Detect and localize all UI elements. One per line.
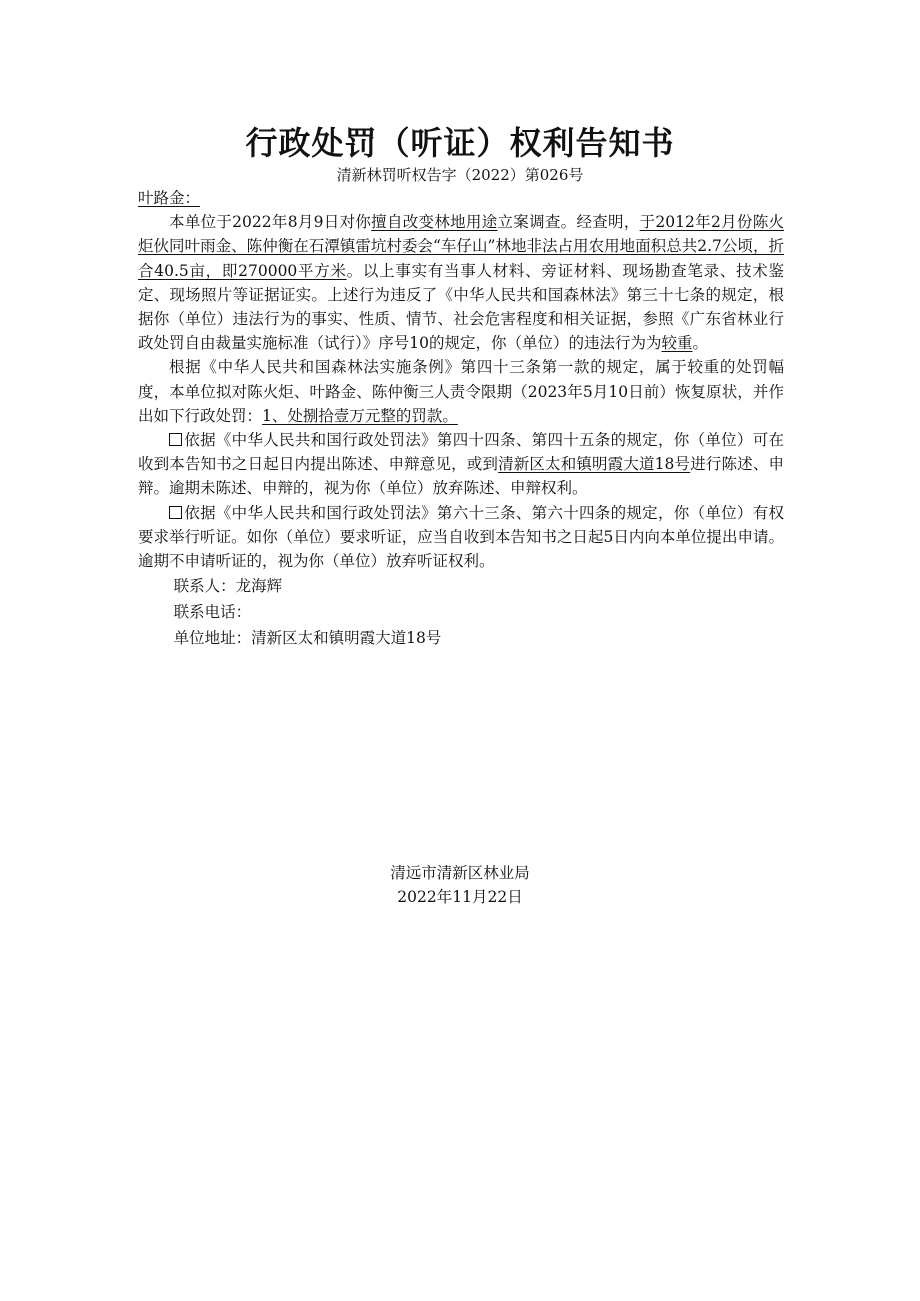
para3-text-2: 进行陈述、申辩。逾期未陈述、申辩的，视为你（单位）放弃陈述、申辩权利。 — [138, 455, 784, 498]
para1-facts: 于2012年2月份陈火炬伙同叶雨金、陈仲衡在石潭镇雷坑村委会“车仔山”林地非法占用农用地面积总共2.7公顷，折合40.5亩，即270000平方米 — [138, 213, 784, 280]
para4-text-1: 依据《中华人民共和国行政处罚法》第六十三条、第六十四条的规定，你（单位）有权要求举行听证。如你（单位）要求听证，应当自收到本告知书之日起5日内向本单位提出申请。逾期不申请听证的，视为你（单位）放弃听证权利。 — [138, 503, 784, 571]
issue-date: 2022年11月22日 — [397, 888, 523, 906]
recipient-name: 叶路金： — [138, 189, 201, 207]
contact-person: 联系人：龙海辉 — [173, 577, 283, 596]
para2-text-1: 根据《中华人民共和国森林法实施条例》第四十三条第一款的规定，属于较重的处罚幅度，本单位拟对陈火炬、叶路金、陈仲衡三人责令限期（2023年5月10日前）恢复原状，并作出如下行政处罚： — [138, 358, 784, 425]
issuing-organization: 清远市清新区林业局 — [390, 864, 530, 882]
checkbox-hearing[interactable] — [169, 506, 182, 519]
para3-address: 清新区太和镇明霞大道18号 — [498, 455, 691, 474]
para1-text-3: 。以上事实有当事人材料、旁证材料、现场勘查笔录、技术鉴定、现场照片等证据证实。上述行为违反了《中华人民共和国森林法》第三十七条的规定，根据你（单位）违法行为的事实、性质、情节、社会危害程度和相关证据，参照《广东省林业行政处罚自由裁量实施标准（试行）》序号10的规定，你（单位）的违法行为为 — [138, 261, 784, 353]
paragraph-penalty — [138, 355, 784, 428]
para3-text-1: 依据《中华人民共和国行政处罚法》第四十四条、第四十五条的规定，你（单位）可在收到本告知书之日起日内提出陈述、申辩意见，或到 — [138, 431, 784, 474]
document-number: 清新林罚听权告字（2022）第026号 — [336, 166, 584, 184]
para1-severity: 较重 — [661, 334, 693, 353]
document-body — [138, 186, 784, 651]
para1-text-2: 立案调查。经查明， — [497, 213, 640, 232]
paragraph-investigation — [138, 210, 784, 355]
paragraph-statement-right — [138, 428, 784, 501]
recipient-line — [138, 186, 784, 210]
contact-address: 单位地址：清新区太和镇明霞大道18号 — [173, 629, 442, 648]
paragraph-hearing-right — [138, 501, 784, 574]
document-footer — [0, 861, 920, 909]
document-title: 行政处罚（听证）权利告知书 — [245, 124, 675, 162]
contact-phone: 联系电话： — [173, 603, 252, 622]
para1-text-1: 本单位于2022年8月9日对你 — [169, 213, 372, 232]
para1-text-4: 。 — [692, 334, 709, 353]
para2-penalty: 1、处捌拾壹万元整的罚款。 — [262, 406, 458, 425]
checkbox-statement[interactable] — [169, 433, 182, 446]
para1-violation-type: 擅自改变林地用途 — [371, 213, 498, 232]
